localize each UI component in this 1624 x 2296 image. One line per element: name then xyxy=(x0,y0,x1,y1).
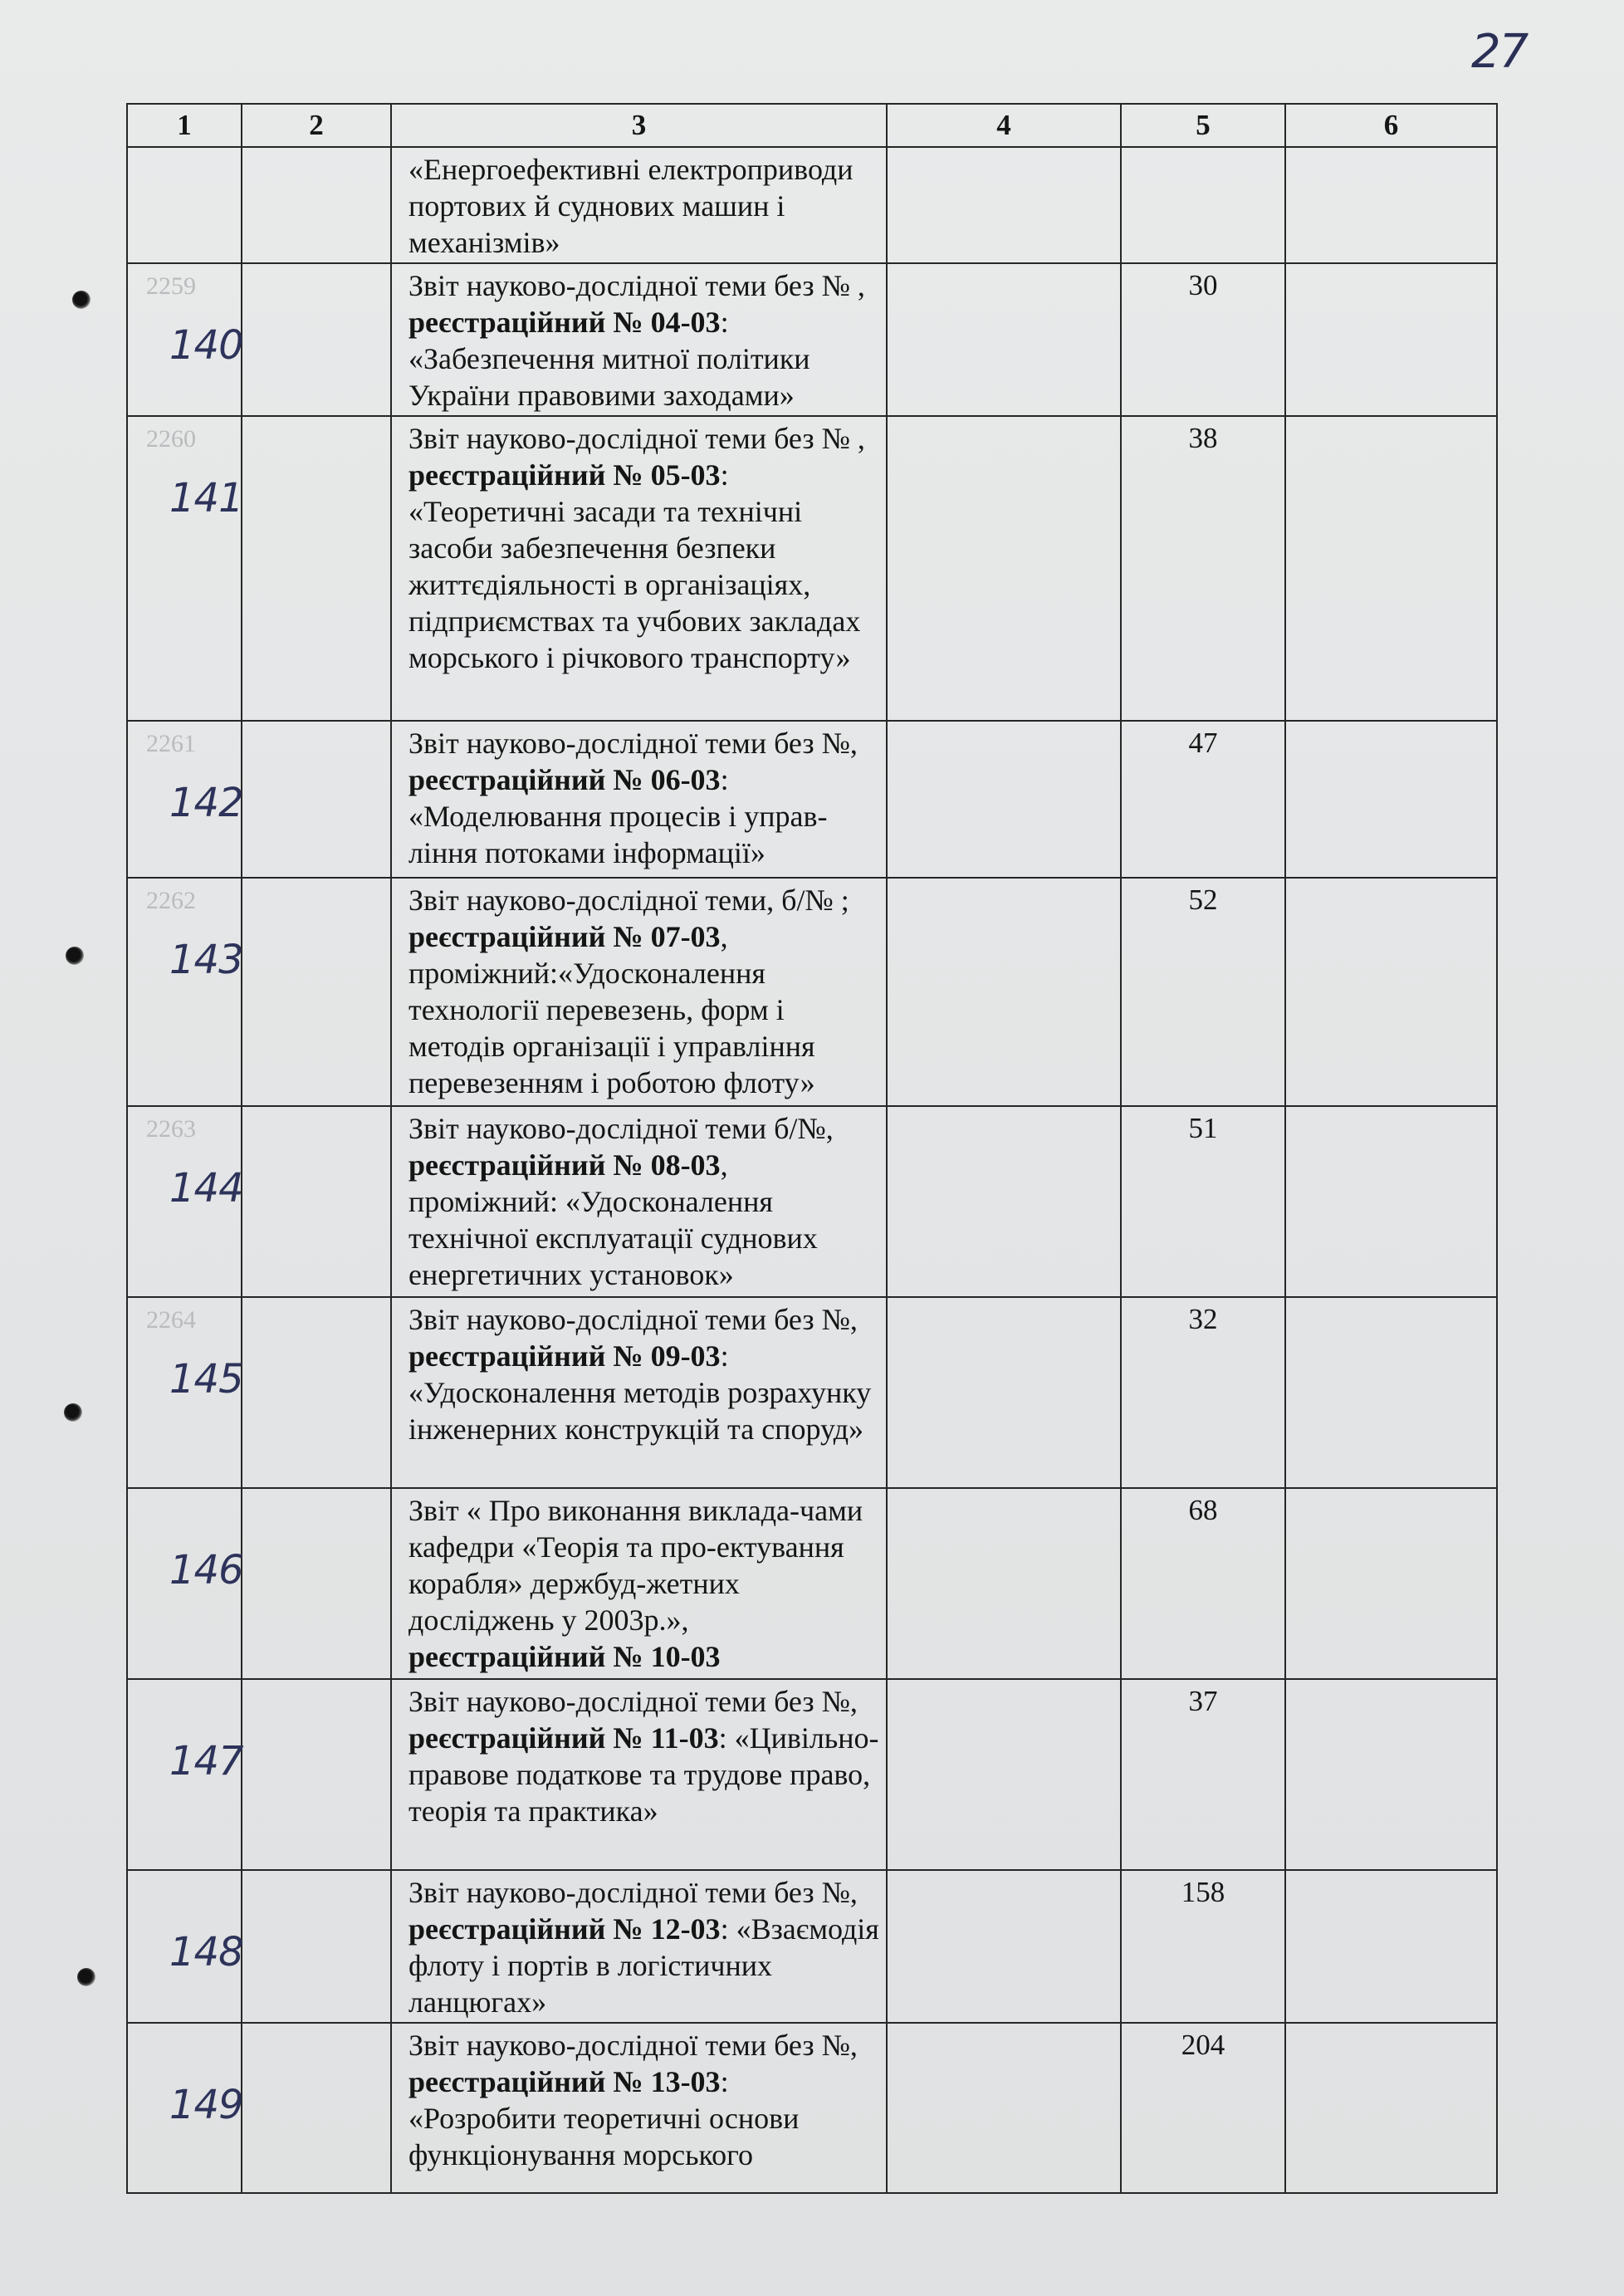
handwritten-number: 149 xyxy=(169,2082,243,2128)
pages-cell xyxy=(1121,147,1285,263)
empty-cell xyxy=(887,2023,1121,2193)
punch-hole xyxy=(66,947,84,965)
empty-cell xyxy=(242,1488,391,1679)
empty-cell xyxy=(242,1106,391,1297)
header-row xyxy=(127,104,1497,147)
column-header: 6 xyxy=(1285,104,1497,147)
number-cell xyxy=(127,263,242,416)
empty-cell xyxy=(887,1297,1121,1488)
number-cell xyxy=(127,1297,242,1488)
empty-cell xyxy=(887,878,1121,1106)
empty-cell xyxy=(887,1488,1121,1679)
empty-cell xyxy=(1285,878,1497,1106)
page-number: 27 xyxy=(1471,25,1528,79)
empty-cell xyxy=(242,878,391,1106)
empty-cell xyxy=(887,721,1121,878)
empty-cell xyxy=(242,263,391,416)
description-cell: Звіт науково-дослідної теми без №, реєстраційний № 11-03: «Цивільно-правове податкове та трудове право, теорія та практика» xyxy=(391,1679,887,1870)
description-cell: Звіт науково-дослідної теми без № , реєстраційний № 05-03: «Теоретичні засади та технічні засоби забезпечення безпеки життєдіяльності в організаціях, підприємствах та учбових закладах морського і річкового транспорту» xyxy=(391,416,887,721)
crossed-out-number: 2262 xyxy=(146,887,196,914)
table-row xyxy=(127,147,1497,263)
number-cell xyxy=(127,147,242,263)
table-row xyxy=(127,416,1497,721)
inventory-table xyxy=(126,103,1498,2194)
table-row xyxy=(127,1297,1497,1488)
empty-cell xyxy=(887,1106,1121,1297)
empty-cell xyxy=(1285,721,1497,878)
description-cell: Звіт науково-дослідної теми без №, реєстраційний № 12-03: «Взаємодія флоту і портів в логістичних ланцюгах» xyxy=(391,1870,887,2023)
empty-cell xyxy=(887,1679,1121,1870)
description-cell: Звіт науково-дослідної теми б/№, реєстраційний № 08-03, проміжний: «Удосконалення технічної експлуатації суднових енергетичних установок» xyxy=(391,1106,887,1297)
punch-hole xyxy=(64,1403,82,1422)
pages-cell: 47 xyxy=(1121,721,1285,878)
pages-cell: 68 xyxy=(1121,1488,1285,1679)
empty-cell xyxy=(887,1870,1121,2023)
description-cell: Звіт науково-дослідної теми, б/№ ; реєстраційний № 07-03, проміжний:«Удосконалення технології перевезень, форм і методів організації і управління перевезенням і роботою флоту» xyxy=(391,878,887,1106)
empty-cell xyxy=(242,1679,391,1870)
handwritten-number: 144 xyxy=(169,1165,243,1212)
empty-cell xyxy=(1285,1679,1497,1870)
empty-cell xyxy=(887,147,1121,263)
pages-cell: 37 xyxy=(1121,1679,1285,1870)
column-header: 4 xyxy=(887,104,1121,147)
description-cell: Звіт науково-дослідної теми без №, реєстраційний № 13-03: «Розробити теоретичні основи функціонування морського xyxy=(391,2023,887,2193)
column-header: 1 xyxy=(127,104,242,147)
number-cell xyxy=(127,1679,242,1870)
table-row xyxy=(127,878,1497,1106)
table-row xyxy=(127,263,1497,416)
column-header: 3 xyxy=(391,104,887,147)
column-header: 2 xyxy=(242,104,391,147)
table-row xyxy=(127,1106,1497,1297)
empty-cell xyxy=(1285,147,1497,263)
empty-cell xyxy=(1285,416,1497,721)
table-row xyxy=(127,1870,1497,2023)
pages-cell: 204 xyxy=(1121,2023,1285,2193)
crossed-out-number: 2260 xyxy=(146,425,196,453)
description-cell: Звіт науково-дослідної теми без №, реєстраційний № 06-03: «Моделювання процесів і управ-ління потоками інформації» xyxy=(391,721,887,878)
handwritten-number: 147 xyxy=(169,1738,243,1784)
number-cell xyxy=(127,1106,242,1297)
empty-cell xyxy=(242,416,391,721)
empty-cell xyxy=(1285,1106,1497,1297)
empty-cell xyxy=(1285,263,1497,416)
empty-cell xyxy=(242,147,391,263)
handwritten-number: 140 xyxy=(169,322,243,369)
empty-cell xyxy=(887,263,1121,416)
pages-cell: 30 xyxy=(1121,263,1285,416)
handwritten-number: 145 xyxy=(169,1356,243,1403)
pages-cell: 38 xyxy=(1121,416,1285,721)
empty-cell xyxy=(887,416,1121,721)
handwritten-number: 141 xyxy=(169,475,243,521)
punch-hole xyxy=(77,1968,95,1986)
empty-cell xyxy=(242,721,391,878)
punch-hole xyxy=(72,291,90,309)
description-cell: Звіт науково-дослідної теми без № , реєстраційний № 04-03: «Забезпечення митної політики України правовими заходами» xyxy=(391,263,887,416)
description-cell: Звіт « Про виконання виклада-чами кафедри «Теорія та про-ектування корабля» держбуд-жетних досліджень у 2003р.», реєстраційний № 10-03 xyxy=(391,1488,887,1679)
empty-cell xyxy=(242,1870,391,2023)
handwritten-number: 146 xyxy=(169,1547,243,1593)
crossed-out-number: 2263 xyxy=(146,1115,196,1143)
column-header: 5 xyxy=(1121,104,1285,147)
table-row xyxy=(127,1679,1497,1870)
handwritten-number: 148 xyxy=(169,1929,243,1975)
pages-cell: 32 xyxy=(1121,1297,1285,1488)
pages-cell: 158 xyxy=(1121,1870,1285,2023)
empty-cell xyxy=(1285,1870,1497,2023)
crossed-out-number: 2259 xyxy=(146,272,196,300)
number-cell xyxy=(127,2023,242,2193)
crossed-out-number: 2264 xyxy=(146,1306,196,1334)
empty-cell xyxy=(242,1297,391,1488)
number-cell xyxy=(127,1870,242,2023)
empty-cell xyxy=(242,2023,391,2193)
crossed-out-number: 2261 xyxy=(146,730,196,757)
empty-cell xyxy=(1285,1297,1497,1488)
number-cell xyxy=(127,721,242,878)
handwritten-number: 143 xyxy=(169,937,243,983)
pages-cell: 51 xyxy=(1121,1106,1285,1297)
table-row xyxy=(127,2023,1497,2193)
number-cell xyxy=(127,1488,242,1679)
empty-cell xyxy=(1285,2023,1497,2193)
pages-cell: 52 xyxy=(1121,878,1285,1106)
description-cell: Звіт науково-дослідної теми без №, реєстраційний № 09-03: «Удосконалення методів розрахунку інженерних конструкцій та споруд» xyxy=(391,1297,887,1488)
description-cell: «Енергоефективні електроприводи портових й суднових машин і механізмів» xyxy=(391,147,887,263)
number-cell xyxy=(127,878,242,1106)
table-row xyxy=(127,1488,1497,1679)
number-cell xyxy=(127,416,242,721)
handwritten-number: 142 xyxy=(169,780,243,826)
table-row xyxy=(127,721,1497,878)
empty-cell xyxy=(1285,1488,1497,1679)
